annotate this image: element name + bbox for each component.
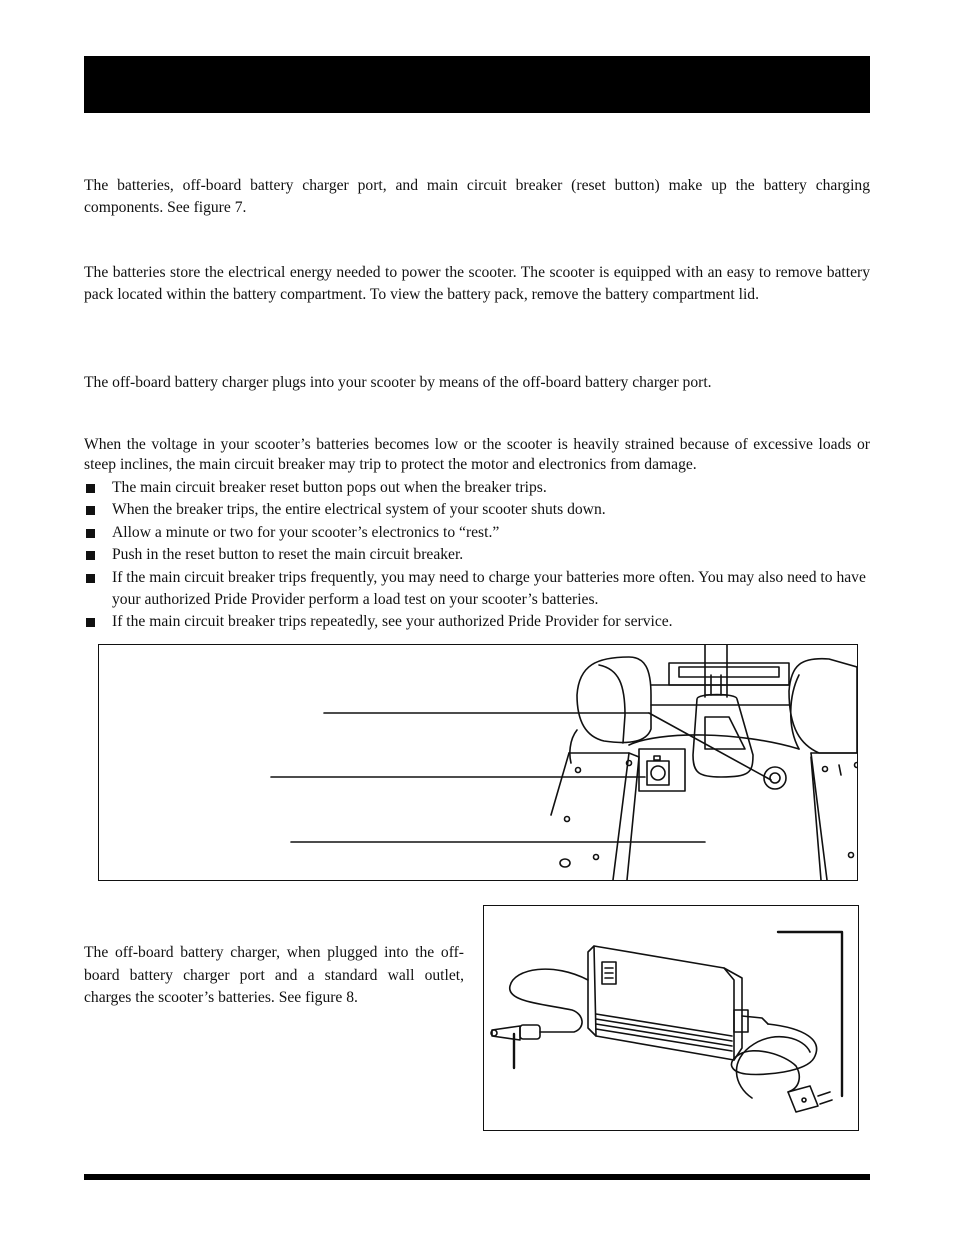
charger-illustration [484,906,858,1130]
bullet-square-icon [86,484,95,493]
charger-port-paragraph: The off-board battery charger plugs into your scooter by means of the off-board battery charger port. [84,374,712,391]
list-item [84,567,870,612]
bullet-square-icon [86,529,95,538]
bullet-square-icon [86,551,95,560]
scooter-rear-illustration [99,645,857,880]
list-item [84,499,870,521]
bullet-square-icon [86,506,95,515]
reset-button-leader-line-diagonal [649,713,771,780]
list-item [84,522,870,544]
intro-paragraph: The batteries, off-board battery charger port, and main circuit breaker (reset button) make up the battery charging components. See figure 7. [84,177,870,216]
list-item-text: If the main circuit breaker trips repeatedly, see your authorized Pride Provider for service. [112,613,673,631]
circuit-breaker-paragraph: When the voltage in your scooter’s batteries becomes low or the scooter is heavily strained because of excessive loads or steep inclines, the main circuit breaker may trip to protect the motor and electronics from damage. [84,436,870,473]
list-item [84,477,870,499]
batteries-paragraph: The batteries store the electrical energy needed to power the scooter. The scooter is equipped with an easy to remove battery pack located within the battery compartment. To view the battery pack, remove the battery compartment lid. [84,264,870,303]
circuit-breaker-bullet-list [84,477,870,634]
bullet-square-icon [86,618,95,627]
bullet-square-icon [86,574,95,583]
list-item [84,611,870,633]
list-item-text: When the breaker trips, the entire electrical system of your scooter shuts down. [112,501,606,519]
section-header-bar [84,56,870,113]
list-item [84,544,870,566]
list-item-text: The main circuit breaker reset button pops out when the breaker trips. [112,479,547,496]
figure-8-off-board-charger [483,905,859,1131]
list-item-text: If the main circuit breaker trips frequently, you may need to charge your batteries more often. You may also need to have your authorized Pride Provider perform a load test on your scooter’s batteries. [112,568,866,609]
list-item-text: Push in the reset button to reset the main circuit breaker. [112,546,464,564]
figure-7-charging-components [98,644,858,881]
footer-rule [84,1174,870,1180]
list-item-text: Allow a minute or two for your scooter’s electronics to “rest.” [112,523,500,541]
charger-paragraph: The off-board battery charger, when plugged into the off-board battery charger port and a standard wall outlet, charges the scooter’s batteries. See figure 8. [84,944,464,1006]
